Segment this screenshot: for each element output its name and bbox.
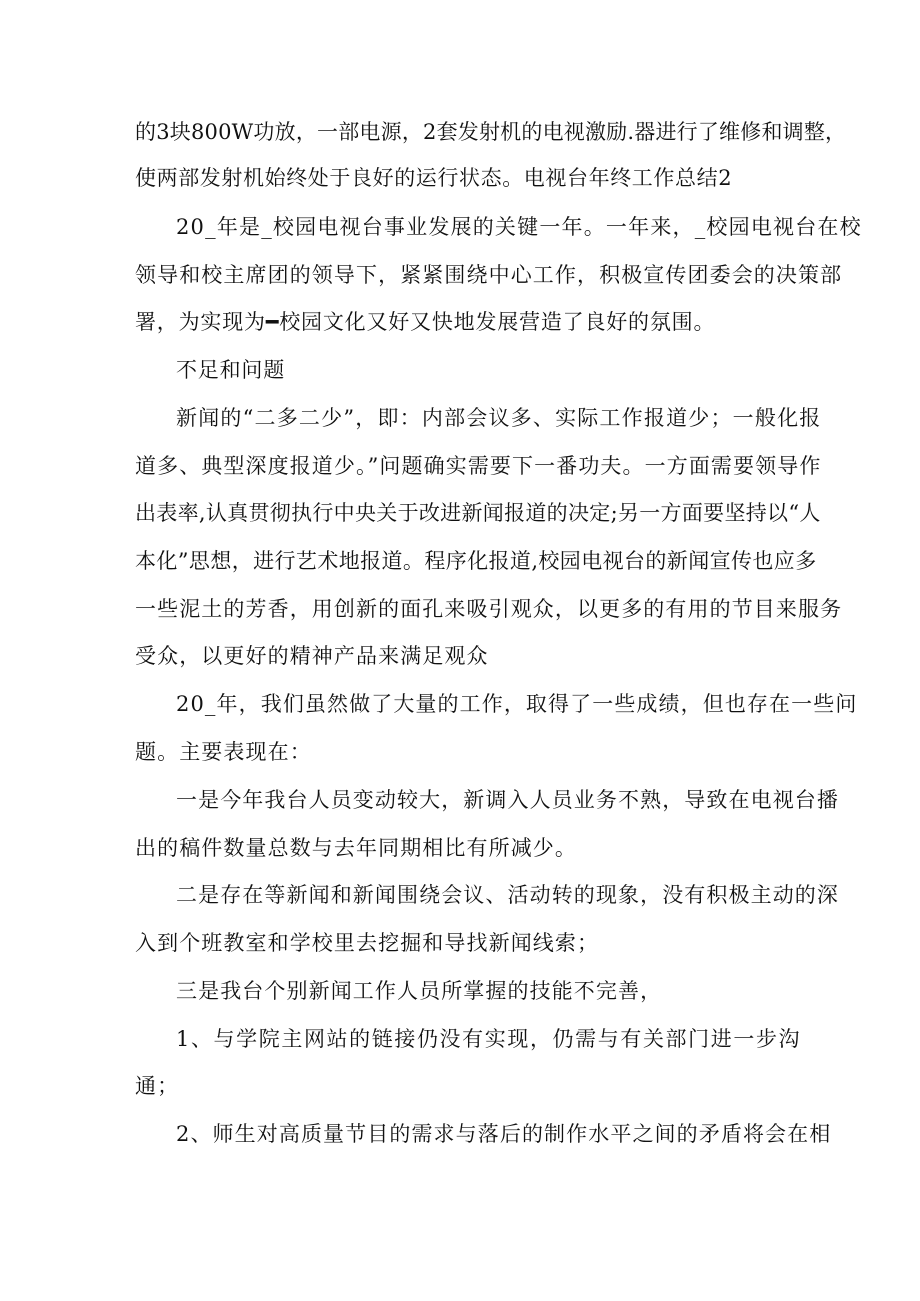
text-line: 出的稿件数量总数与去年同期相比有所减少。 — [135, 836, 577, 860]
text-line: 使两部发射机始终处于良好的运行状态。电视台年终工作总结2 — [135, 166, 733, 190]
text-line: 一是今年我台人员变动较大，新调入人员业务不熟，导致在电视台播 — [176, 788, 839, 812]
text-line: 的3块800W功放，一部电源，2套发射机的电视激励.器进行了维修和调整， — [135, 120, 847, 144]
text-line: 通； — [135, 1074, 180, 1098]
text-line: 受众，以更好的精神产品来满足观众 — [135, 644, 489, 668]
text-line: 领导和校主席团的领导下，紧紧围绕中心工作，积极宣传团委会的决策部 — [135, 263, 843, 287]
text-line: 新闻的“二多二少”，即：内部会议多、实际工作报道少；一般化报 — [176, 406, 822, 430]
text-line: 20_年是_校园电视台事业发展的关键一年。一年来，_校园电视台在校 — [176, 215, 862, 239]
list-item: 2、师生对高质量节目的需求与落后的制作水平之间的矛盾将会在相 — [176, 1122, 832, 1146]
text-line: 署，为实现为━校园文化又好又快地发展营造了良好的氛围。 — [135, 310, 716, 334]
text-line: 本化”思想，进行艺术地报道。程序化报道,校园电视台的新闻宣传也应多 — [135, 549, 817, 573]
text-line: 题。主要表现在： — [135, 740, 312, 764]
list-item: 1、与学院主网站的链接仍没有实现，仍需与有关部门进一步沟 — [176, 1027, 802, 1051]
section-heading: 不足和问题 — [176, 358, 285, 382]
text-line: 20_年，我们虽然做了大量的工作，取得了一些成绩，但也存在一些问 — [176, 692, 858, 716]
text-line: 三是我台个别新闻工作人员所掌握的技能不完善， — [176, 979, 663, 1003]
text-line: 出表率,认真贯彻执行中央关于改进新闻报道的决定;另一方面要坚持以“人 — [135, 501, 821, 525]
text-line: 入到个班教室和学校里去挖掘和导找新闻线索； — [135, 931, 600, 955]
text-line: 道多、典型深度报道少。”问题确实需要下一番功夫。一方面需要领导作 — [135, 454, 822, 478]
text-line: 二是存在等新闻和新闻围绕会议、活动转的现象，没有积极主动的深 — [176, 883, 839, 907]
text-line: 一些泥土的芳香，用创新的面孔来吸引观众，以更多的有用的节目来服务 — [135, 597, 843, 621]
